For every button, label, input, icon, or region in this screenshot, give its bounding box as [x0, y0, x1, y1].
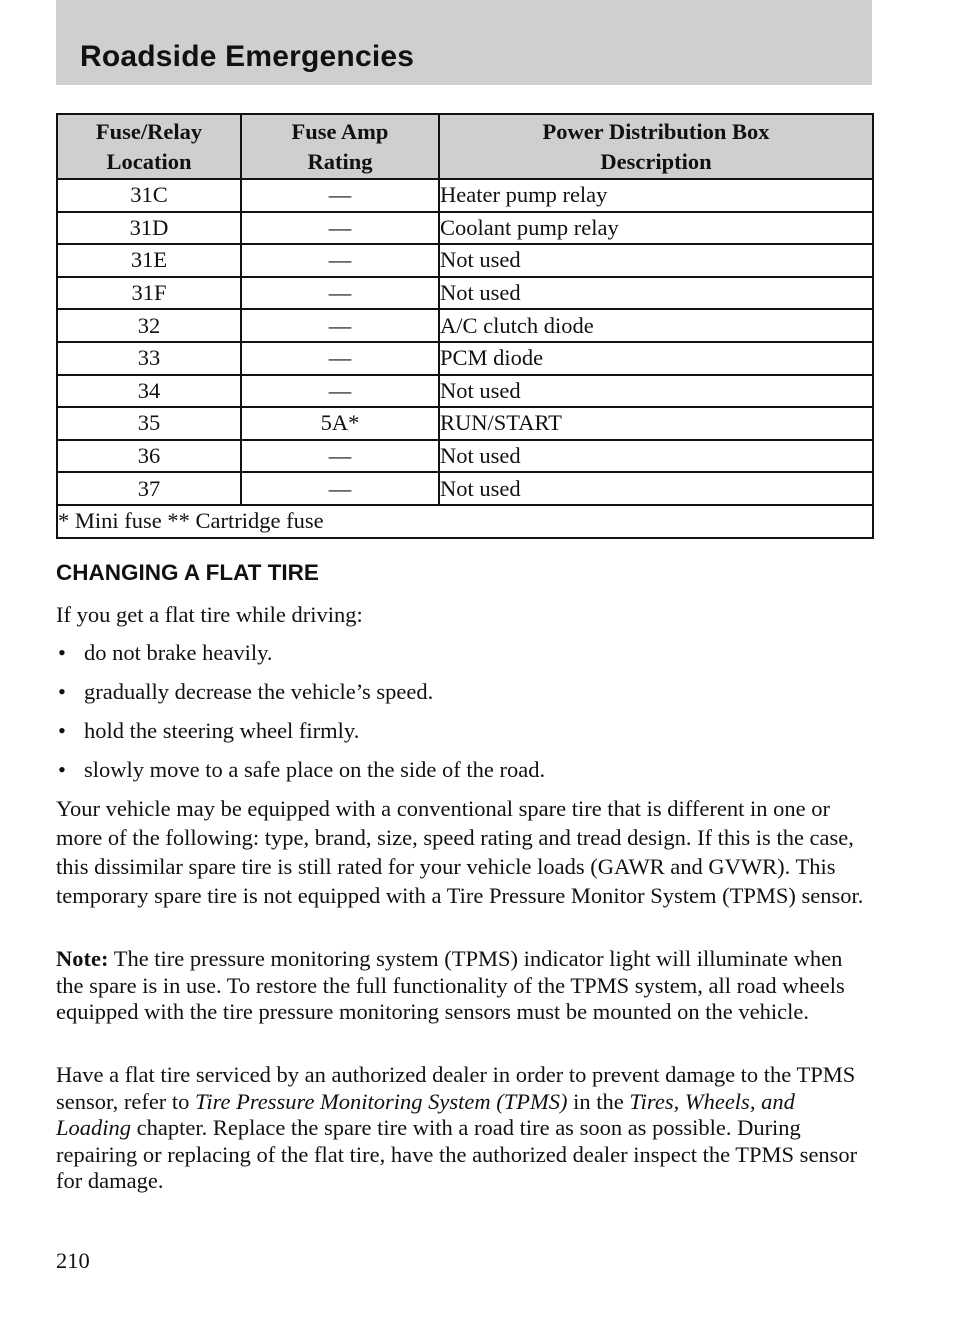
table-row: [57, 212, 873, 245]
table-footnote: * Mini fuse ** Cartridge fuse: [57, 505, 873, 538]
cell-description: Coolant pump relay: [439, 212, 873, 245]
bullet-icon: •: [58, 718, 66, 743]
cell-location: 34: [57, 375, 241, 408]
bullet-icon: •: [58, 757, 66, 782]
spare-tire-paragraph: Your vehicle may be equipped with a conventional spare tire that is different in one or more of the following: type, brand, size, speed rating and tread design. If this is the case, this dissimilar spare tire is still rated for your vehicle loads (GAWR and GVWR). This temporary spare tire is not equipped with a Tire Pressure Monitor System (TPMS) sensor.: [56, 796, 864, 908]
note-text: The tire pressure monitoring system (TPMS) indicator light will illuminate when the spare is in use. To restore the full functionality of the TPMS system, all road wheels equipped with the tire pressure monitoring sensors must be mounted on the vehicle.: [56, 946, 845, 1024]
intro-text: If you get a flat tire while driving:: [56, 602, 363, 627]
page-header: [56, 0, 872, 85]
table-footnote-row: [57, 505, 873, 538]
fuse-table: [56, 113, 874, 539]
bullet-text: gradually decrease the vehicle’s speed.: [84, 679, 434, 704]
section-heading: CHANGING A FLAT TIRE: [56, 560, 319, 585]
note-paragraph: [56, 946, 872, 1026]
cell-rating: —: [241, 472, 439, 505]
cell-rating: —: [241, 179, 439, 212]
cell-rating: —: [241, 309, 439, 342]
header-rating-line2: Rating: [307, 148, 373, 174]
cell-rating: 5A*: [241, 407, 439, 440]
cell-description: Not used: [439, 244, 873, 277]
table-row: [57, 309, 873, 342]
table-row: [57, 244, 873, 277]
table-header-row: [57, 114, 873, 179]
bullet-text: do not brake heavily.: [84, 640, 273, 665]
table-row: [57, 375, 873, 408]
table-row: [57, 440, 873, 473]
header-rating: [241, 114, 439, 179]
service-paragraph: [56, 1062, 872, 1195]
cell-rating: —: [241, 212, 439, 245]
bullet-text: hold the steering wheel firmly.: [84, 718, 360, 743]
tires-chapter-reference: Tires, Wheels, and Loading: [56, 1088, 795, 1140]
cell-location: 31F: [57, 277, 241, 310]
cell-rating: —: [241, 342, 439, 375]
cell-description: PCM diode: [439, 342, 873, 375]
header-location: [57, 114, 241, 179]
table-row: [57, 407, 873, 440]
table-row: [57, 277, 873, 310]
page-number: 210: [56, 1248, 90, 1273]
cell-description: Not used: [439, 277, 873, 310]
cell-rating: —: [241, 440, 439, 473]
cell-description: RUN/START: [439, 407, 873, 440]
table-row: [57, 179, 873, 212]
cell-rating: —: [241, 375, 439, 408]
cell-location: 31E: [57, 244, 241, 277]
cell-description: Not used: [439, 472, 873, 505]
cell-rating: —: [241, 244, 439, 277]
cell-location: 31D: [57, 212, 241, 245]
cell-location: 31C: [57, 179, 241, 212]
service-text-2: in the: [567, 1088, 630, 1114]
cell-description: A/C clutch diode: [439, 309, 873, 342]
header-rating-line1: Fuse Amp: [291, 118, 389, 144]
header-description: [439, 114, 873, 179]
cell-description: Heater pump relay: [439, 179, 873, 212]
cell-location: 36: [57, 440, 241, 473]
cell-location: 35: [57, 407, 241, 440]
header-location-line1: Fuse/Relay: [95, 118, 203, 144]
cell-description: Not used: [439, 440, 873, 473]
header-location-line2: Location: [106, 148, 192, 174]
service-text-1: Have a flat tire serviced by an authorized dealer in order to prevent damage to the TPMS sensor, refer to: [56, 1062, 856, 1114]
table-row: [57, 472, 873, 505]
table-row: [57, 342, 873, 375]
cell-description: Not used: [439, 375, 873, 408]
bullet-icon: •: [58, 679, 66, 704]
header-description-line2: Description: [600, 148, 712, 174]
header-description-line1: Power Distribution Box: [542, 118, 770, 144]
cell-location: 33: [57, 342, 241, 375]
cell-location: 37: [57, 472, 241, 505]
note-label: Note:: [56, 946, 109, 971]
cell-rating: —: [241, 277, 439, 310]
bullet-icon: •: [58, 640, 66, 665]
tpms-chapter-reference: Tire Pressure Monitoring System (TPMS): [195, 1088, 568, 1114]
cell-location: 32: [57, 309, 241, 342]
service-text-3: chapter. Replace the spare tire with a road tire as soon as possible. During repairing or replacing of the flat tire, have the authorized dealer inspect the TPMS sensor for damage.: [56, 1115, 858, 1193]
bullet-text: slowly move to a safe place on the side of the road.: [84, 757, 546, 782]
page-title: Roadside Emergencies: [80, 40, 415, 73]
